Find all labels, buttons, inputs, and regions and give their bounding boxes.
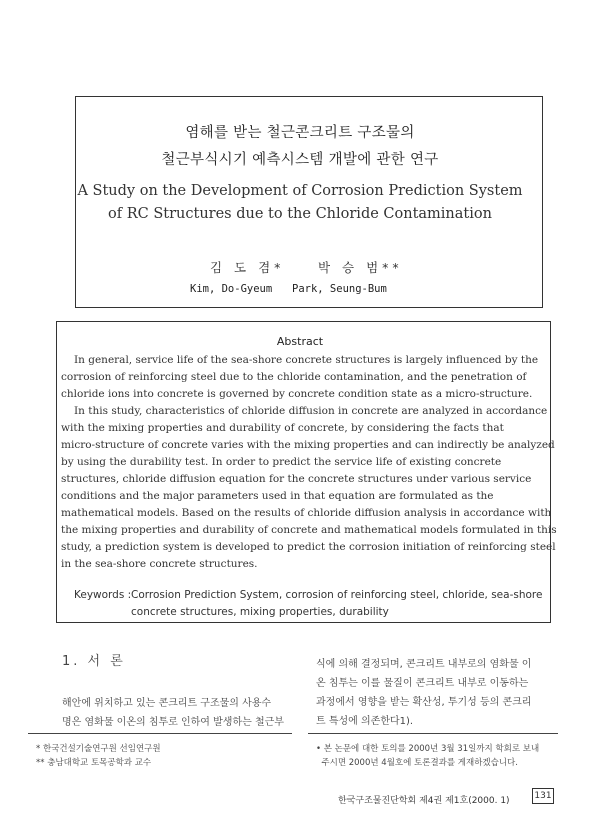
english-title-line2: of RC Structures due to the Chloride Contamination bbox=[108, 206, 492, 222]
abstract-heading: Abstract bbox=[276, 335, 324, 348]
body-right-line: 식에 의해 결정되며, 콘크리트 내부로의 염화물 이 bbox=[316, 659, 532, 670]
body-left-line: 명은 염화물 이온의 침투로 인하여 발생하는 철근부 bbox=[62, 717, 284, 728]
footnote-left1: * 한국건설기술연구원 선임연구원 bbox=[36, 744, 161, 754]
abstract-line: chloride ions into concrete is governed by concrete condition state as a micro-structure. bbox=[61, 388, 533, 400]
author2-english: Park, Seung-Bum bbox=[292, 283, 387, 295]
body-right-line: 과정에서 영향을 받는 확산성, 투기성 등의 콘크리 bbox=[316, 697, 532, 708]
body-right-line: 트 특성에 의존한다1). bbox=[316, 716, 414, 727]
body-left-line: 해안에 위치하고 있는 콘크리트 구조물의 사용수 bbox=[62, 698, 272, 709]
abstract-line: with the mixing properties and durability of concrete, by considering the facts that bbox=[61, 422, 504, 434]
abstract-line: structures, chloride diffusion equation for the concrete structures under various service bbox=[61, 473, 532, 485]
author1-korean: 김 도 겸* bbox=[210, 260, 285, 275]
abstract-line: in the sea-shore concrete structures. bbox=[61, 558, 258, 570]
abstract-line: corrosion of reinforcing steel due to the chloride contamination, and the penetration of bbox=[61, 371, 527, 383]
footnote-rule-left bbox=[28, 733, 292, 734]
keywords-line1: Corrosion Prediction System, corrosion of reinforcing steel, chloride, sea-shore bbox=[131, 589, 543, 601]
abstract-line: study, a prediction system is developed to predict the corrosion initiation of reinforcing steel bbox=[61, 541, 556, 553]
section-heading: 1. 서 론 bbox=[62, 654, 126, 669]
keywords-line2: concrete structures, mixing properties, durability bbox=[131, 606, 389, 618]
author2-korean: 박 승 범** bbox=[318, 260, 403, 275]
journal-info: 한국구조물진단학회 제4권 제1호(2000. 1) bbox=[338, 796, 510, 806]
author1-english: Kim, Do-Gyeum bbox=[190, 283, 273, 295]
footnote-right1: • 본 논문에 대한 토의를 2000년 3월 31일까지 학회로 보내 bbox=[316, 744, 540, 754]
abstract-line: by using the durability test. In order to predict the service life of existing concrete bbox=[61, 456, 502, 468]
korean-title-line1: 염해를 받는 철근콘크리트 구조물의 bbox=[185, 125, 415, 141]
abstract-line: conditions and the major parameters used in that equation are formulated as the bbox=[61, 490, 494, 502]
abstract-line: mathematical models. Based on the results of chloride diffusion analysis in accordance with bbox=[61, 507, 552, 519]
footnote-right2: 주시면 2000년 4월호에 토론결과를 게재하겠습니다. bbox=[316, 758, 518, 768]
abstract-box bbox=[56, 321, 551, 623]
abstract-line: In this study, characteristics of chloride diffusion in concrete are analyzed in accordance bbox=[74, 405, 548, 417]
abstract-line: the mixing properties and durability of concrete and mathematical models formulated in this bbox=[61, 524, 557, 536]
footnote-rule-right bbox=[308, 733, 558, 734]
footnote-left2: ** 충남대학교 토목공학과 교수 bbox=[36, 758, 152, 768]
page-number: 131 bbox=[532, 788, 554, 804]
abstract-line: micro-structure of concrete varies with the mixing properties and can indirectly be analyzed bbox=[61, 439, 555, 451]
english-title-line1: A Study on the Development of Corrosion Prediction System bbox=[77, 183, 523, 199]
abstract-line: In general, service life of the sea-shore concrete structures is largely influenced by the bbox=[74, 354, 539, 366]
korean-title-line2: 철근부식시기 예측시스템 개발에 관한 연구 bbox=[161, 152, 439, 168]
body-right-line: 온 침투는 이를 물질이 콘크리트 내부로 이동하는 bbox=[316, 678, 529, 689]
keywords-label: Keywords : bbox=[74, 589, 132, 601]
